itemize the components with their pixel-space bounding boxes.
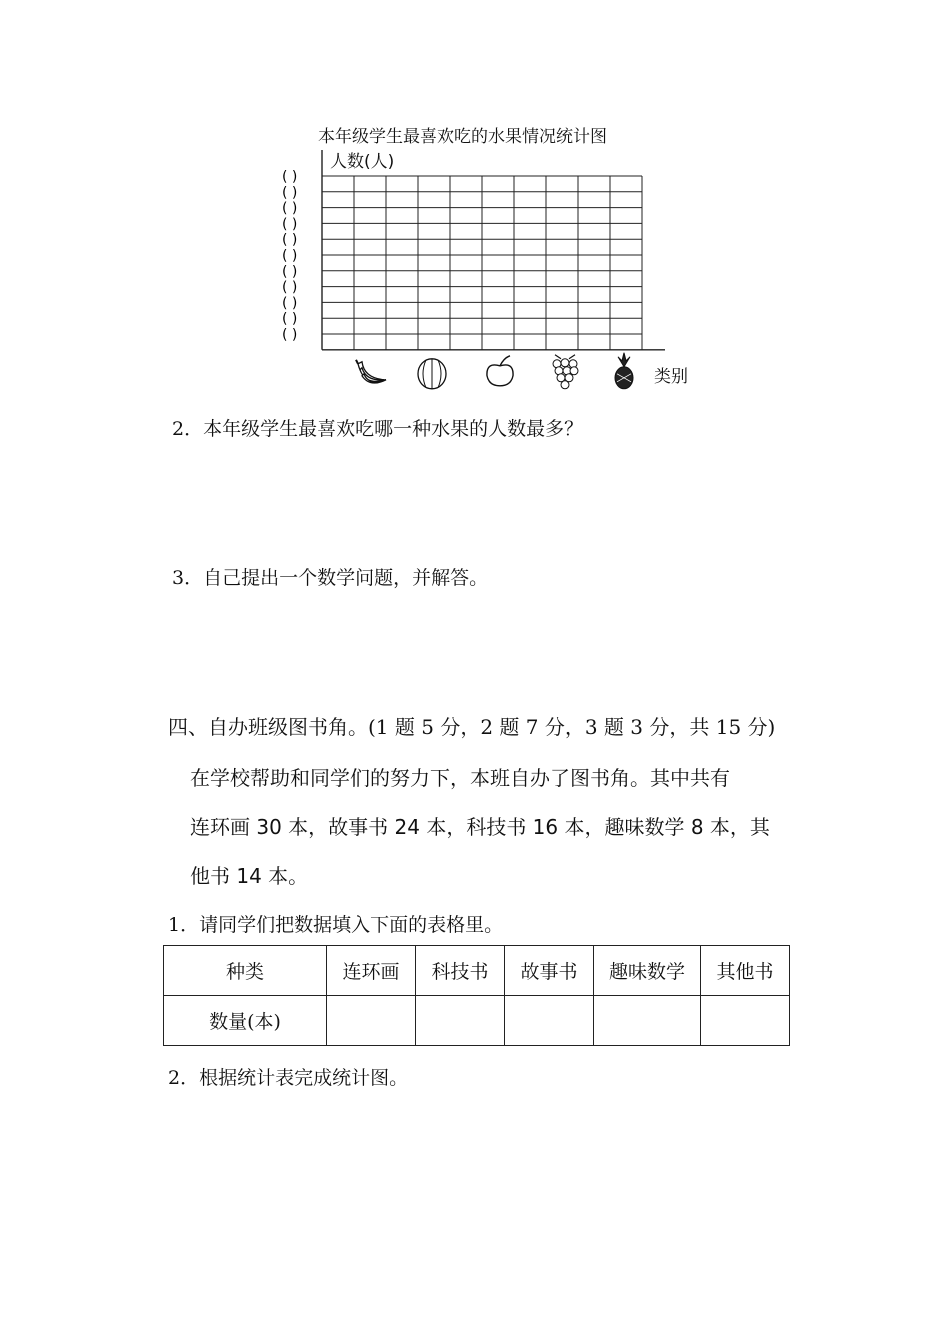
pineapple-icon [615, 353, 633, 389]
table-header-row [164, 946, 790, 996]
question-2: 2．本年级学生最喜欢吃哪一种水果的人数最多？ [172, 418, 584, 440]
y-tick-blank[interactable]: ( ) [282, 200, 298, 217]
y-tick-blank[interactable]: ( ) [282, 169, 298, 185]
y-tick-blank[interactable]: ( ) [282, 279, 298, 296]
table-header-cell: 科技书 [416, 946, 505, 996]
table-row-label: 数量(本) [164, 996, 327, 1046]
banana-icon [356, 360, 386, 383]
chart-grid [270, 140, 690, 400]
y-tick-blank[interactable]: ( ) [282, 327, 298, 343]
section-4-text-line-2: 连环画 30 本，故事书 24 本，科技书 16 本，趣味数学 8 本，其 [190, 815, 770, 839]
watermelon-icon [418, 359, 446, 389]
y-tick-blank[interactable]: ( ) [282, 295, 298, 312]
table-answer-cell[interactable] [701, 996, 790, 1046]
y-tick-blank[interactable]: ( ) [282, 263, 298, 280]
table-answer-cell[interactable] [594, 996, 701, 1046]
books-table [163, 945, 790, 1046]
y-tick-blank[interactable]: ( ) [282, 311, 298, 328]
table-answer-cell[interactable] [505, 996, 594, 1046]
section-4-heading: 四、自办班级图书角。(1 题 5 分，2 题 7 分，3 题 3 分，共 15 分) [168, 715, 776, 739]
section-4-question-2: 2．根据统计表完成统计图。 [168, 1067, 409, 1089]
chart-title: 本年级学生最喜欢吃的水果情况统计图 [318, 127, 607, 147]
y-tick-blank[interactable]: ( ) [282, 184, 298, 201]
table-row [164, 996, 790, 1046]
table-header-cell: 连环画 [327, 946, 416, 996]
grapes-icon [553, 355, 578, 389]
table-header-cell: 趣味数学 [594, 946, 701, 996]
table-answer-cell[interactable] [327, 996, 416, 1046]
y-tick-blank[interactable]: ( ) [282, 232, 298, 249]
peach-icon [487, 356, 513, 386]
chart-y-axis-label: 人数(人) [330, 152, 395, 172]
section-4-text-line-3: 他书 14 本。 [190, 864, 309, 888]
section-4-text-line-1: 在学校帮助和同学们的努力下，本班自办了图书角。其中共有 [190, 766, 730, 790]
y-tick-blank[interactable]: ( ) [282, 248, 298, 264]
table-header-cell: 其他书 [701, 946, 790, 996]
section-4-question-1: 1．请同学们把数据填入下面的表格里。 [168, 914, 504, 936]
question-3: 3．自己提出一个数学问题，并解答。 [172, 567, 489, 589]
y-tick-blank[interactable]: ( ) [282, 216, 298, 233]
chart-x-axis-label: 类别 [654, 367, 688, 387]
table-header-cell: 种类 [164, 946, 327, 996]
table-header-cell: 故事书 [505, 946, 594, 996]
table-answer-cell[interactable] [416, 996, 505, 1046]
